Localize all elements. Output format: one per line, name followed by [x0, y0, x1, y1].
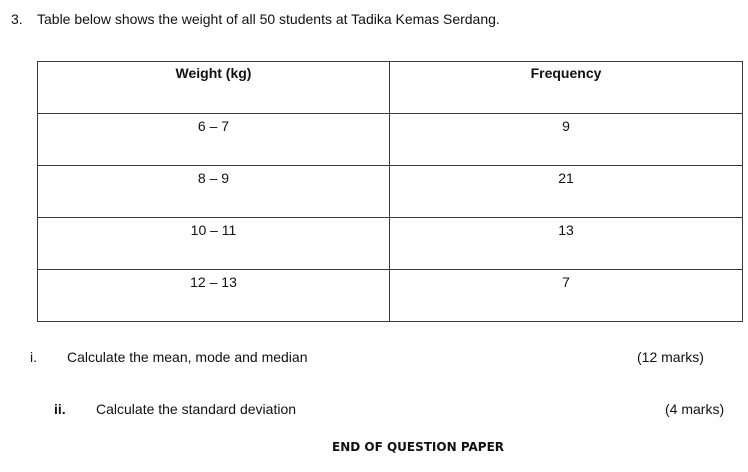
cell-frequency: 13: [390, 218, 743, 270]
sub-question-number: ii.: [54, 401, 66, 417]
table-header-row: [38, 62, 743, 114]
header-frequency: Frequency: [390, 62, 743, 114]
question-number: 3.: [11, 11, 23, 27]
weight-frequency-table: [37, 61, 743, 322]
question-text: Table below shows the weight of all 50 students at Tadika Kemas Serdang.: [37, 11, 500, 27]
table-row: [38, 114, 743, 166]
cell-frequency: 7: [390, 270, 743, 322]
cell-frequency: 9: [390, 114, 743, 166]
cell-frequency: 21: [390, 166, 743, 218]
cell-weight: 8 – 9: [38, 166, 390, 218]
sub-question-text: Calculate the mean, mode and median: [67, 349, 308, 365]
sub-question-marks: (12 marks): [637, 349, 704, 365]
sub-question-marks: (4 marks): [665, 401, 725, 417]
end-of-paper-note: END OF QUESTION PAPER: [332, 440, 505, 454]
table-row: [38, 270, 743, 322]
cell-weight: 6 – 7: [38, 114, 390, 166]
header-weight: Weight (kg): [38, 62, 390, 114]
table-row: [38, 218, 743, 270]
cell-weight: 12 – 13: [38, 270, 390, 322]
sub-question-text: Calculate the standard deviation: [96, 401, 297, 417]
table-row: [38, 166, 743, 218]
sub-question-number: i.: [30, 349, 37, 365]
cell-weight: 10 – 11: [38, 218, 390, 270]
